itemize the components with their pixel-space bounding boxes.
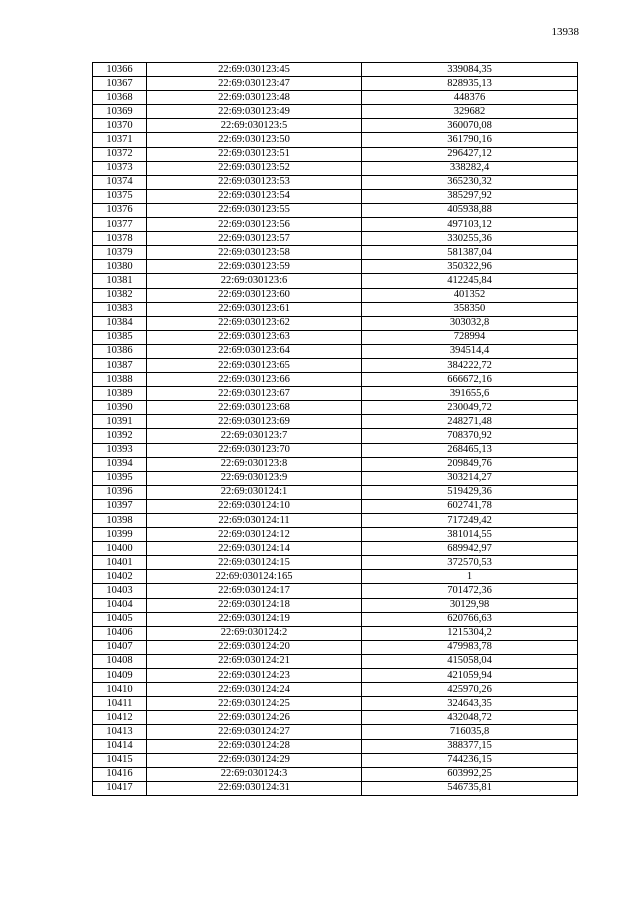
value-cell: 415058,04 [362,654,578,668]
value-cell: 381014,55 [362,528,578,542]
value-cell: 717249,42 [362,514,578,528]
cadastral-number-cell: 22:69:030123:48 [147,91,362,105]
cadastral-number-cell: 22:69:030124:165 [147,570,362,584]
cadastral-number-cell: 22:69:030123:50 [147,133,362,147]
row-number-cell: 10399 [93,528,147,542]
row-number-cell: 10410 [93,683,147,697]
cadastral-number-cell: 22:69:030124:12 [147,528,362,542]
row-number-cell: 10398 [93,514,147,528]
value-cell: 519429,36 [362,485,578,499]
value-cell: 412245,84 [362,274,578,288]
table-row [93,739,578,753]
value-cell: 361790,16 [362,133,578,147]
cadastral-number-cell: 22:69:030124:26 [147,711,362,725]
cadastral-number-cell: 22:69:030123:64 [147,344,362,358]
row-number-cell: 10377 [93,218,147,232]
cadastral-number-cell: 22:69:030123:65 [147,358,362,372]
table-row [93,443,578,457]
cadastral-number-cell: 22:69:030124:23 [147,669,362,683]
row-number-cell: 10417 [93,781,147,795]
table-row [93,203,578,217]
cadastral-number-cell: 22:69:030123:49 [147,105,362,119]
table-body [93,63,578,796]
value-cell: 666672,16 [362,373,578,387]
cadastral-number-cell: 22:69:030123:57 [147,232,362,246]
table-row [93,767,578,781]
row-number-cell: 10389 [93,387,147,401]
value-cell: 372570,53 [362,556,578,570]
value-cell: 1 [362,570,578,584]
row-number-cell: 10411 [93,697,147,711]
row-number-cell: 10409 [93,669,147,683]
cadastral-number-cell: 22:69:030124:11 [147,514,362,528]
table-row [93,246,578,260]
cadastral-number-cell: 22:69:030123:56 [147,218,362,232]
table-row [93,358,578,372]
value-cell: 209849,76 [362,457,578,471]
row-number-cell: 10370 [93,119,147,133]
value-cell: 448376 [362,91,578,105]
row-number-cell: 10391 [93,415,147,429]
cadastral-number-cell: 22:69:030123:53 [147,175,362,189]
value-cell: 421059,94 [362,669,578,683]
value-cell: 365230,32 [362,175,578,189]
value-cell: 248271,48 [362,415,578,429]
value-cell: 401352 [362,288,578,302]
value-cell: 384222,72 [362,358,578,372]
table-row [93,401,578,415]
table-row [93,499,578,513]
value-cell: 744236,15 [362,753,578,767]
value-cell: 828935,13 [362,77,578,91]
cadastral-number-cell: 22:69:030123:7 [147,429,362,443]
cadastral-number-cell: 22:69:030123:54 [147,189,362,203]
cadastral-number-cell: 22:69:030124:28 [147,739,362,753]
cadastral-number-cell: 22:69:030124:3 [147,767,362,781]
table-row [93,133,578,147]
table-row [93,598,578,612]
row-number-cell: 10416 [93,767,147,781]
cadastral-number-cell: 22:69:030123:62 [147,316,362,330]
table-row [93,570,578,584]
value-cell: 497103,12 [362,218,578,232]
row-number-cell: 10376 [93,203,147,217]
row-number-cell: 10396 [93,485,147,499]
cadastral-number-cell: 22:69:030124:21 [147,654,362,668]
value-cell: 268465,13 [362,443,578,457]
table-row [93,457,578,471]
table-row [93,514,578,528]
table-row [93,147,578,161]
cadastral-number-cell: 22:69:030124:1 [147,485,362,499]
table-row [93,316,578,330]
row-number-cell: 10392 [93,429,147,443]
cadastral-number-cell: 22:69:030123:52 [147,161,362,175]
cadastral-number-cell: 22:69:030123:67 [147,387,362,401]
table-row [93,387,578,401]
value-cell: 701472,36 [362,584,578,598]
table-row [93,415,578,429]
table-row [93,302,578,316]
row-number-cell: 10368 [93,91,147,105]
row-number-cell: 10407 [93,640,147,654]
row-number-cell: 10403 [93,584,147,598]
row-number-cell: 10386 [93,344,147,358]
table-row [93,77,578,91]
cadastral-number-cell: 22:69:030123:59 [147,260,362,274]
cadastral-number-cell: 22:69:030124:14 [147,542,362,556]
table-row [93,654,578,668]
cadastral-number-cell: 22:69:030123:66 [147,373,362,387]
cadastral-number-cell: 22:69:030124:18 [147,598,362,612]
table-row [93,344,578,358]
row-number-cell: 10383 [93,302,147,316]
cadastral-number-cell: 22:69:030123:55 [147,203,362,217]
value-cell: 1215304,2 [362,626,578,640]
value-cell: 330255,36 [362,232,578,246]
table-row [93,584,578,598]
table-row [93,725,578,739]
cadastral-number-cell: 22:69:030123:6 [147,274,362,288]
table-row [93,485,578,499]
value-cell: 388377,15 [362,739,578,753]
cadastral-number-cell: 22:69:030124:20 [147,640,362,654]
row-number-cell: 10394 [93,457,147,471]
table-row [93,612,578,626]
row-number-cell: 10375 [93,189,147,203]
value-cell: 358350 [362,302,578,316]
row-number-cell: 10367 [93,77,147,91]
table-row [93,528,578,542]
table-row [93,330,578,344]
row-number-cell: 10406 [93,626,147,640]
row-number-cell: 10395 [93,471,147,485]
row-number-cell: 10388 [93,373,147,387]
value-cell: 620766,63 [362,612,578,626]
row-number-cell: 10408 [93,654,147,668]
cadastral-value-table [92,62,578,796]
cadastral-number-cell: 22:69:030123:69 [147,415,362,429]
table-row [93,260,578,274]
table-row [93,161,578,175]
value-cell: 689942,97 [362,542,578,556]
cadastral-number-cell: 22:69:030123:70 [147,443,362,457]
cadastral-number-cell: 22:69:030123:45 [147,63,362,77]
value-cell: 339084,35 [362,63,578,77]
value-cell: 405938,88 [362,203,578,217]
value-cell: 360070,08 [362,119,578,133]
row-number-cell: 10373 [93,161,147,175]
cadastral-number-cell: 22:69:030124:15 [147,556,362,570]
table-row [93,697,578,711]
value-cell: 324643,35 [362,697,578,711]
table-row [93,753,578,767]
cadastral-number-cell: 22:69:030123:68 [147,401,362,415]
value-cell: 546735,81 [362,781,578,795]
value-cell: 303214,27 [362,471,578,485]
table-row [93,711,578,725]
table-row [93,274,578,288]
table-row [93,781,578,795]
value-cell: 296427,12 [362,147,578,161]
cadastral-number-cell: 22:69:030123:63 [147,330,362,344]
cadastral-number-cell: 22:69:030124:24 [147,683,362,697]
table-row [93,429,578,443]
cadastral-number-cell: 22:69:030123:47 [147,77,362,91]
row-number-cell: 10382 [93,288,147,302]
table-row [93,640,578,654]
cadastral-number-cell: 22:69:030123:58 [147,246,362,260]
table-row [93,63,578,77]
row-number-cell: 10390 [93,401,147,415]
value-cell: 602741,78 [362,499,578,513]
value-cell: 30129,98 [362,598,578,612]
cadastral-number-cell: 22:69:030124:31 [147,781,362,795]
value-cell: 350322,96 [362,260,578,274]
row-number-cell: 10400 [93,542,147,556]
row-number-cell: 10384 [93,316,147,330]
value-cell: 581387,04 [362,246,578,260]
table-row [93,471,578,485]
table-row [93,218,578,232]
cadastral-number-cell: 22:69:030124:27 [147,725,362,739]
cadastral-number-cell: 22:69:030123:61 [147,302,362,316]
table-row [93,669,578,683]
cadastral-number-cell: 22:69:030124:2 [147,626,362,640]
cadastral-number-cell: 22:69:030124:25 [147,697,362,711]
value-cell: 385297,92 [362,189,578,203]
row-number-cell: 10369 [93,105,147,119]
row-number-cell: 10413 [93,725,147,739]
value-cell: 432048,72 [362,711,578,725]
table-row [93,91,578,105]
cadastral-number-cell: 22:69:030123:8 [147,457,362,471]
cadastral-number-cell: 22:69:030123:5 [147,119,362,133]
cadastral-number-cell: 22:69:030123:9 [147,471,362,485]
value-cell: 338282,4 [362,161,578,175]
table-row [93,288,578,302]
row-number-cell: 10380 [93,260,147,274]
row-number-cell: 10372 [93,147,147,161]
value-cell: 391655,6 [362,387,578,401]
row-number-cell: 10412 [93,711,147,725]
cadastral-number-cell: 22:69:030123:51 [147,147,362,161]
value-cell: 479983,78 [362,640,578,654]
table-row [93,626,578,640]
value-cell: 230049,72 [362,401,578,415]
table-row [93,175,578,189]
row-number-cell: 10371 [93,133,147,147]
value-cell: 303032,8 [362,316,578,330]
row-number-cell: 10366 [93,63,147,77]
row-number-cell: 10402 [93,570,147,584]
row-number-cell: 10387 [93,358,147,372]
row-number-cell: 10404 [93,598,147,612]
value-cell: 728994 [362,330,578,344]
row-number-cell: 10405 [93,612,147,626]
table-row [93,373,578,387]
row-number-cell: 10379 [93,246,147,260]
cadastral-number-cell: 22:69:030124:17 [147,584,362,598]
value-cell: 716035,8 [362,725,578,739]
table-row [93,683,578,697]
row-number-cell: 10385 [93,330,147,344]
row-number-cell: 10381 [93,274,147,288]
row-number-cell: 10378 [93,232,147,246]
row-number-cell: 10374 [93,175,147,189]
cadastral-number-cell: 22:69:030124:19 [147,612,362,626]
table-row [93,105,578,119]
value-cell: 708370,92 [362,429,578,443]
row-number-cell: 10393 [93,443,147,457]
value-cell: 394514,4 [362,344,578,358]
row-number-cell: 10397 [93,499,147,513]
table-row [93,556,578,570]
page-number: 13938 [551,26,579,38]
value-cell: 425970,26 [362,683,578,697]
table-row [93,542,578,556]
table-row [93,189,578,203]
cadastral-number-cell: 22:69:030124:10 [147,499,362,513]
table-row [93,119,578,133]
row-number-cell: 10401 [93,556,147,570]
value-cell: 329682 [362,105,578,119]
cadastral-number-cell: 22:69:030123:60 [147,288,362,302]
cadastral-number-cell: 22:69:030124:29 [147,753,362,767]
value-cell: 603992,25 [362,767,578,781]
row-number-cell: 10414 [93,739,147,753]
row-number-cell: 10415 [93,753,147,767]
table-row [93,232,578,246]
